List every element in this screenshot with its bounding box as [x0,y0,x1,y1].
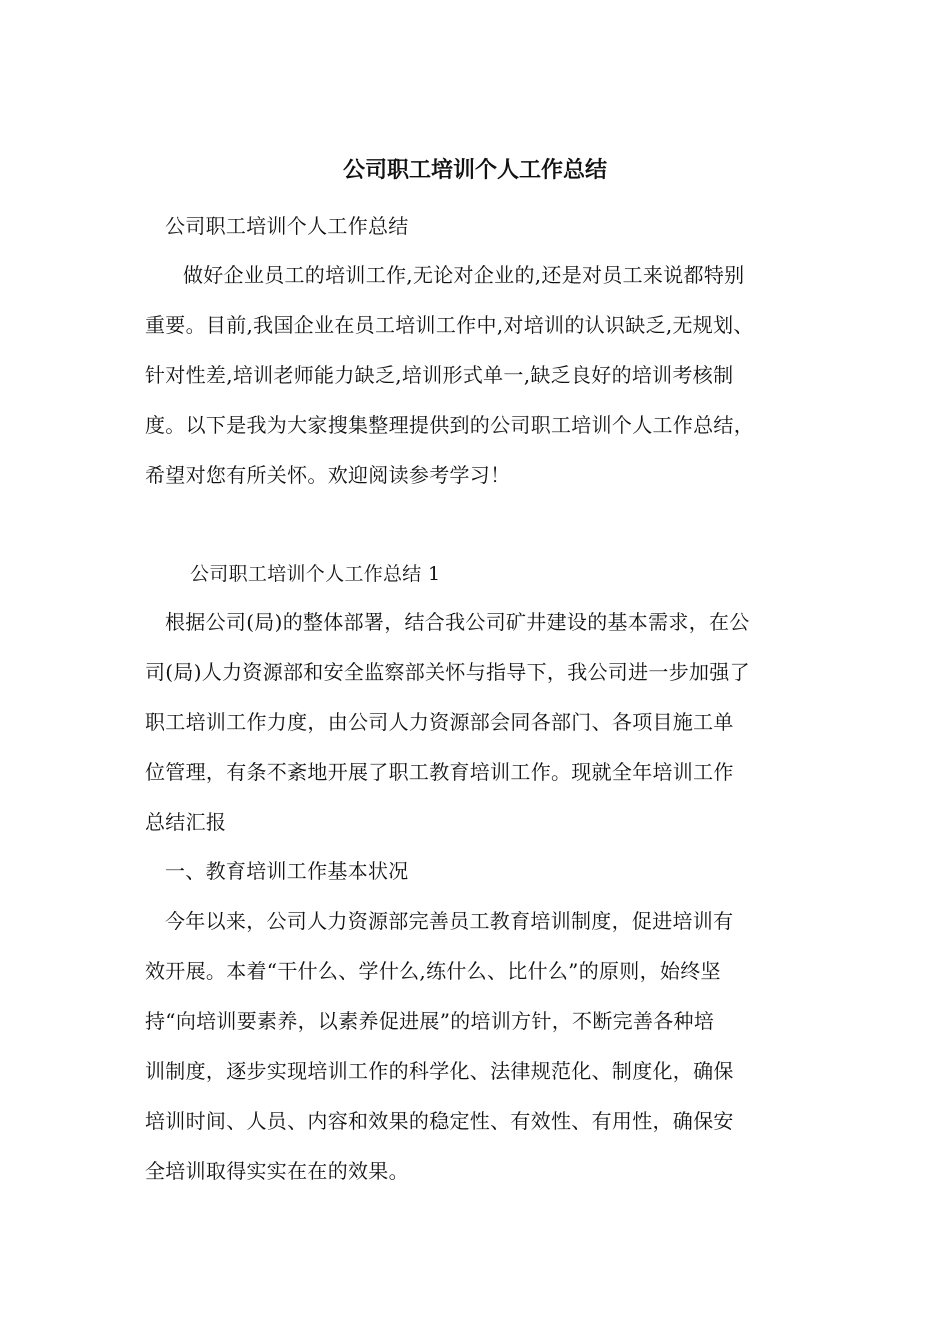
intro-paragraph-line: 度。以下是我为大家搜集整理提供到的公司职工培训个人工作总结， [145,413,754,437]
document-title: 公司职工培训个人工作总结 [342,157,607,183]
body-paragraph-line: 培训时间、人员、内容和效果的稳定性、有效性、有用性，确保安 [145,1109,734,1133]
intro-paragraph-line: 针对性差,培训老师能力缺乏,培训形式单一,缺乏良好的培训考核制 [145,363,734,387]
body-paragraph-line: 司(局)人力资源部和安全监察部关怀与指导下，我公司进一步加强了 [145,660,750,684]
section-heading: 公司职工培训个人工作总结 1 [190,563,441,585]
body-paragraph-line: 今年以来，公司人力资源部完善员工教育培训制度，促进培训有 [165,909,734,933]
body-paragraph-line: 总结汇报 [145,810,227,834]
body-paragraph-line: 职工培训工作力度，由公司人力资源部会同各部门、各项目施工单 [145,710,734,734]
subsection-heading: 一、教育培训工作基本状况 [165,859,409,883]
intro-paragraph-line: 希望对您有所关怀。欢迎阅读参考学习！ [145,463,511,487]
body-paragraph-line: 根据公司(局)的整体部署，结合我公司矿井建设的基本需求，在公 [165,610,750,634]
intro-paragraph-line: 做好企业员工的培训工作,无论对企业的,还是对员工来说都特别 [183,263,745,287]
subtitle-line: 公司职工培训个人工作总结 [165,214,409,238]
intro-paragraph-line: 重要。目前,我国企业在员工培训工作中,对培训的认识缺乏,无规划、 [145,313,754,337]
body-paragraph-line: 全培训取得实实在在的效果。 [145,1159,409,1183]
body-paragraph-line: 位管理，有条不紊地开展了职工教育培训工作。现就全年培训工作 [145,760,734,784]
body-paragraph-line: 持“向培训要素养，以素养促进展”的培训方针，不断完善各种培 [145,1009,715,1033]
body-paragraph-line: 训制度，逐步实现培训工作的科学化、法律规范化、制度化，确保 [145,1059,734,1083]
body-paragraph-line: 效开展。本着“干什么、学什么,练什么、比什么”的原则，始终坚 [145,959,721,983]
